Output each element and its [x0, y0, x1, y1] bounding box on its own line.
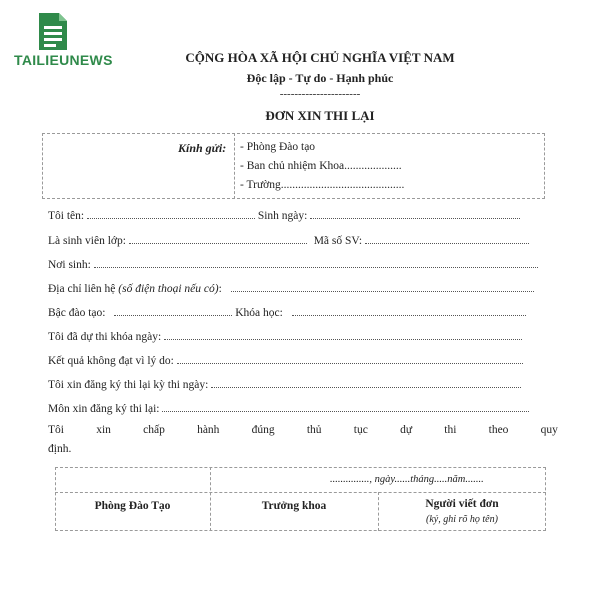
- address-label: Địa chỉ liên hệ: [48, 283, 116, 295]
- class-row: [48, 234, 529, 247]
- birthplace-label: Nơi sinh:: [48, 259, 91, 271]
- name-field[interactable]: [87, 209, 255, 219]
- commitment-word: đúng: [251, 424, 275, 436]
- course-field[interactable]: [292, 306, 526, 316]
- subject-field[interactable]: [162, 402, 529, 412]
- exam-date-row: [48, 330, 522, 343]
- result-field[interactable]: [177, 354, 523, 364]
- document-icon: [36, 12, 70, 52]
- commitment-word: thủ: [306, 424, 322, 436]
- result-row: [48, 354, 523, 367]
- address-field[interactable]: [231, 282, 534, 292]
- dob-label: Sinh ngày:: [257, 210, 308, 222]
- commitment-word: quy: [540, 424, 558, 436]
- result-label: Kết quả không đạt vì lý do:: [48, 355, 174, 367]
- commitment-word: theo: [488, 424, 509, 436]
- commitment-word: hành: [197, 424, 220, 436]
- name-row: [48, 209, 520, 222]
- commitment-word: dự: [400, 424, 413, 436]
- course-label: Khóa học:: [235, 307, 283, 319]
- subject-label: Môn xin đăng ký thi lại:: [48, 403, 160, 415]
- class-label: Là sinh viên lớp:: [48, 235, 126, 247]
- birthplace-row: [48, 258, 538, 271]
- date-line: ..............., ngày......tháng.....năm.......: [330, 474, 484, 485]
- register-label: Tôi xin đăng ký thi lại kỳ thi ngày:: [48, 379, 209, 391]
- commitment-word: tục: [353, 424, 368, 436]
- commitment-word: xin: [96, 424, 111, 436]
- recipient-box-divider: [234, 133, 235, 199]
- exam-date-field[interactable]: [164, 330, 522, 340]
- nation-heading: CỘNG HÒA XÃ HỘI CHỦ NGHĨA VIỆT NAM: [185, 50, 455, 65]
- commitment-end: định.: [48, 443, 72, 455]
- recipient-item: - Phòng Đào tạo: [240, 141, 316, 153]
- recipient-item: - Trường...........................................: [240, 179, 405, 191]
- address-note: (số điện thoại nếu có): [118, 283, 219, 295]
- training-office-signature: Phòng Đào Tạo: [94, 500, 171, 512]
- address-colon: :: [218, 283, 222, 295]
- name-label: Tôi tên:: [48, 210, 85, 222]
- motto: Độc lập - Tự do - Hạnh phúc: [246, 71, 394, 85]
- class-field[interactable]: [129, 234, 307, 244]
- register-row: [48, 378, 521, 391]
- applicant-note: (ký, ghi rõ họ tên): [426, 514, 498, 525]
- level-row: [48, 306, 526, 319]
- document-title: ĐƠN XIN THI LẠI: [265, 108, 375, 123]
- exam-date-label: Tôi đã dự thi khóa ngày:: [48, 331, 162, 343]
- commitment-word: Tôi: [48, 424, 64, 436]
- recipient-item: - Ban chủ nhiệm Khoa....................: [240, 160, 402, 172]
- signature-divider: [210, 467, 211, 531]
- dean-signature: Trưởng khoa: [261, 500, 327, 512]
- level-field[interactable]: [114, 306, 232, 316]
- recipient-label: Kính gửi:: [178, 141, 227, 155]
- applicant-signature: Người viết đơn: [425, 498, 499, 510]
- commitment-line: [48, 424, 558, 436]
- level-label: Bậc đào tạo:: [48, 307, 106, 319]
- birthplace-field[interactable]: [94, 258, 538, 268]
- subject-row: [48, 402, 529, 415]
- commitment-word: thi: [444, 424, 457, 436]
- header-separator: ----------------------: [279, 88, 361, 100]
- student-id-label: Mã số SV:: [313, 235, 363, 247]
- register-field[interactable]: [211, 378, 521, 388]
- signature-divider: [55, 492, 546, 493]
- student-id-field[interactable]: [365, 234, 529, 244]
- address-row: [48, 282, 534, 295]
- logo-text: TAILIEUNEWS: [14, 52, 113, 68]
- dob-field[interactable]: [310, 209, 520, 219]
- commitment-word: chấp: [143, 424, 165, 436]
